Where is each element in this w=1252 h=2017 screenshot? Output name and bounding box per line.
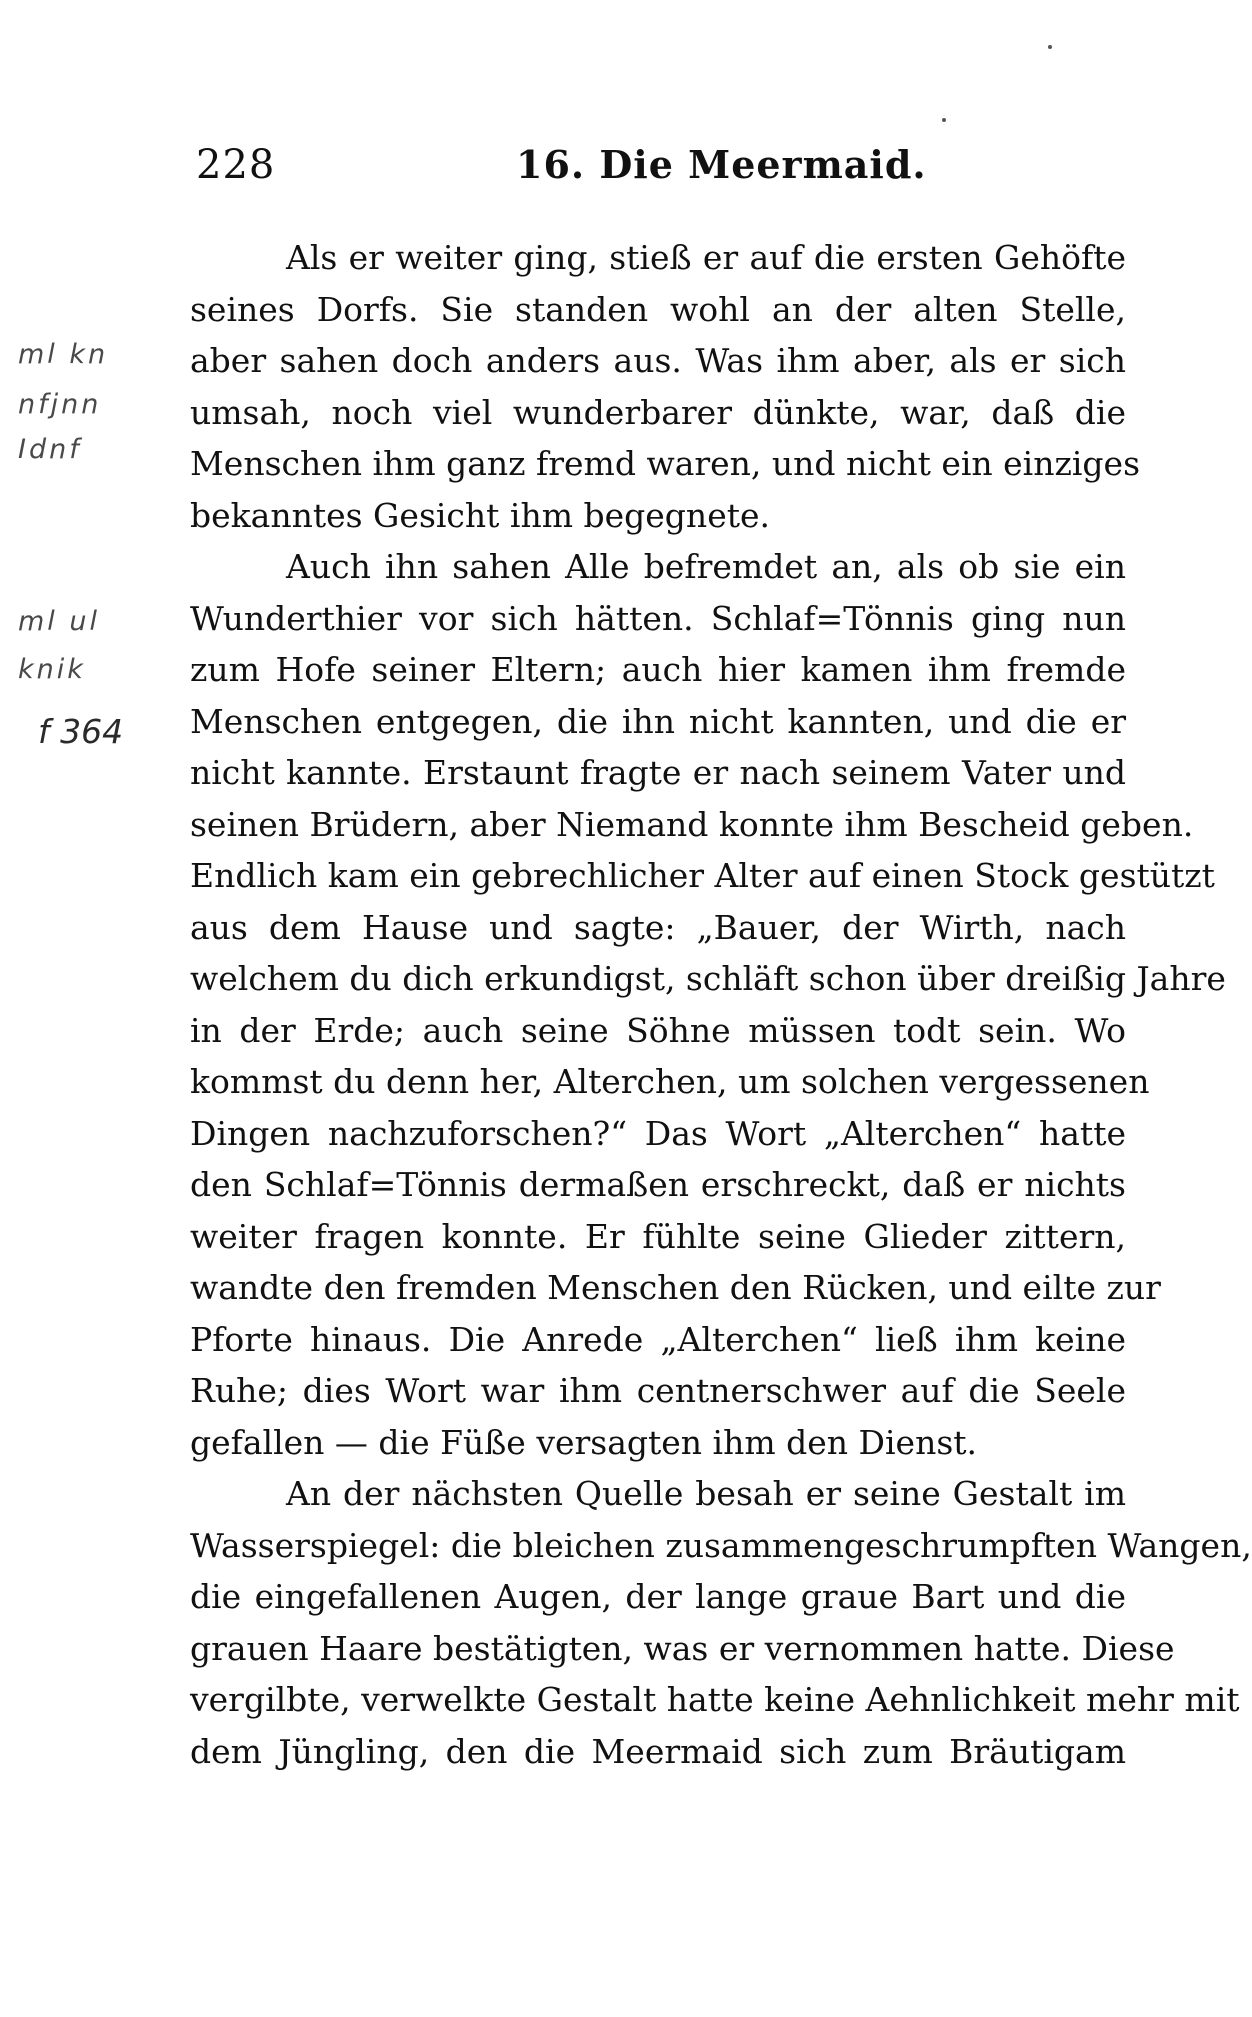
text-line: An der nächsten Quelle besah er seine Gestalt im <box>286 1474 1126 1513</box>
text-line: umsah, noch viel wunderbarer dünkte, war, daß die <box>190 392 1126 432</box>
text-line: Auch ihn sahen Alle befremdet an, als ob sie ein <box>286 547 1126 586</box>
text-line: Wasserspiegel: die bleichen zusammengeschrumpften Wangen, <box>190 1525 1252 1565</box>
handwritten-note: knik <box>18 654 86 685</box>
text-line: Ruhe; dies Wort war ihm centnerschwer auf die Seele <box>190 1371 1126 1410</box>
text-line: Wunderthier vor sich hätten. Schlaf=Tönnis ging nun <box>190 598 1126 638</box>
text-line: nicht kannte. Erstaunt fragte er nach seinem Vater und <box>190 753 1126 792</box>
body-text <box>190 232 1252 1777</box>
text-line: weiter fragen konnte. Er fühlte seine Glieder zittern, <box>190 1216 1126 1256</box>
page-number: 228 <box>196 142 276 188</box>
text-line: den Schlaf=Tönnis dermaßen erschreckt, daß er nichts <box>190 1165 1126 1204</box>
paper-speck <box>1048 45 1052 49</box>
text-line: Pforte hinaus. Die Anrede „Alterchen“ ließ ihm keine <box>190 1319 1126 1359</box>
text-line: kommst du denn her, Alterchen, um solchen vergessenen <box>190 1062 1150 1101</box>
page-header <box>196 142 1126 192</box>
text-line: wandte den fremden Menschen den Rücken, und eilte zur <box>190 1268 1161 1307</box>
text-line: aber sahen doch anders aus. Was ihm aber, als er sich <box>190 341 1126 380</box>
text-line: seines Dorfs. Sie standen wohl an der alten Stelle, <box>190 289 1126 329</box>
handwritten-note: ml ul <box>18 606 100 637</box>
text-line: grauen Haare bestätigten, was er vernommen hatte. Diese <box>190 1628 1175 1668</box>
text-line: Dingen nachzuforschen?“ Das Wort „Alterchen“ hatte <box>190 1113 1126 1153</box>
handwritten-note: Idnf <box>18 434 82 465</box>
text-line: die eingefallenen Augen, der lange graue Bart und die <box>190 1577 1126 1616</box>
handwritten-note: f 364 <box>38 712 124 751</box>
text-line: Menschen entgegen, die ihn nicht kannten, und die er <box>190 701 1126 741</box>
text-line: in der Erde; auch seine Söhne müssen todt sein. Wo <box>190 1010 1126 1050</box>
text-line: gefallen — die Füße versagten ihm den Dienst. <box>190 1422 978 1462</box>
text-line: vergilbte, verwelkte Gestalt hatte keine Aehnlichkeit mehr mit <box>190 1680 1240 1719</box>
text-line: seinen Brüdern, aber Niemand konnte ihm Bescheid geben. <box>190 804 1194 844</box>
text-line: Menschen ihm ganz fremd waren, und nicht ein einziges <box>190 444 1141 483</box>
text-line: aus dem Hause und sagte: „Bauer, der Wirth, nach <box>190 907 1126 947</box>
running-title: 16. Die Meermaid. <box>516 142 927 187</box>
text-line: dem Jüngling, den die Meermaid sich zum Bräutigam <box>190 1731 1126 1771</box>
text-line: Als er weiter ging, stieß er auf die ersten Gehöfte <box>286 238 1126 277</box>
handwritten-note: nfjnn <box>18 389 102 420</box>
text-line: welchem du dich erkundigst, schläft schon über dreißig Jahre <box>190 959 1226 998</box>
paper-speck <box>942 118 946 122</box>
text-line: bekanntes Gesicht ihm begegnete. <box>190 495 770 535</box>
text-line: zum Hofe seiner Eltern; auch hier kamen ihm fremde <box>190 650 1126 689</box>
text-line: Endlich kam ein gebrechlicher Alter auf einen Stock gestützt <box>190 856 1215 895</box>
handwritten-note: ml kn <box>18 339 109 370</box>
